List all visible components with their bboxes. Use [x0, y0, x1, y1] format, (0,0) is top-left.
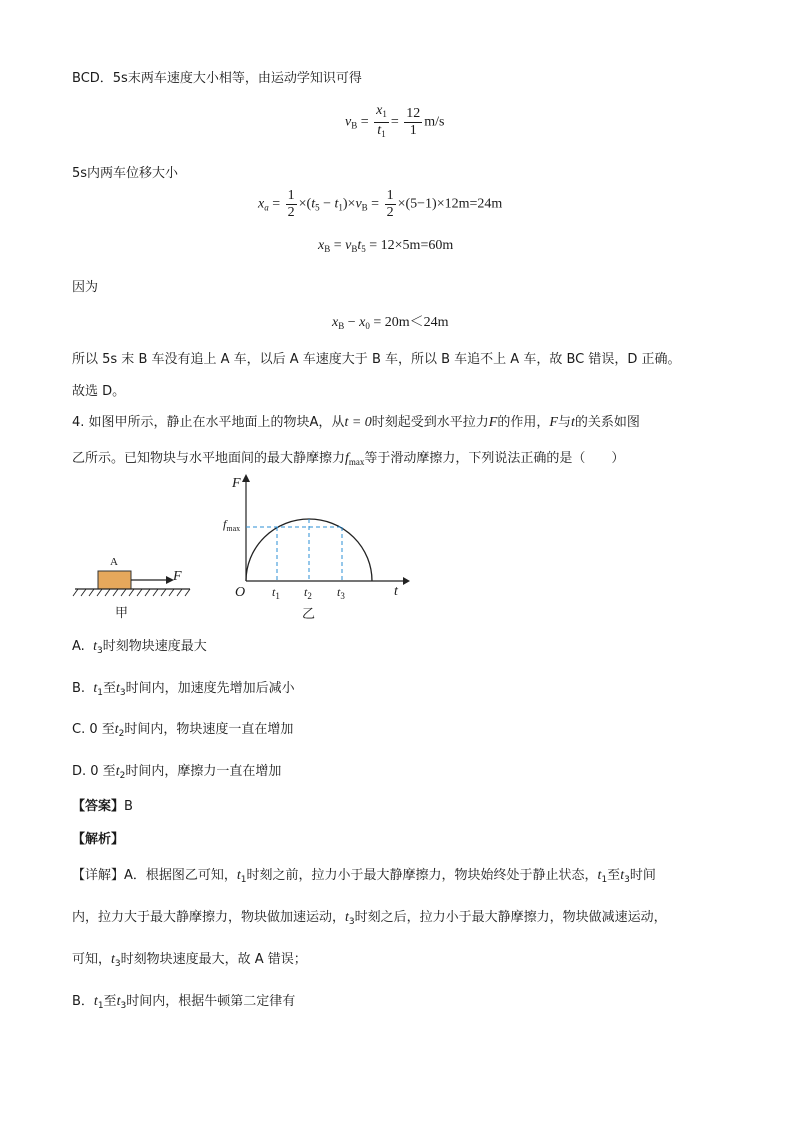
question-line-2: 乙所示。已知物块与水平地面间的最大静摩擦力$f_{max}$等于滑动摩擦力，下列说法正确的是（ ） — [72, 451, 625, 467]
tick-t2: $t_2$ — [304, 585, 312, 601]
block-a — [98, 571, 131, 589]
equation-xa: $x_a$ = $\frac{1}{2}$ $\times(t_5 - t_1)\times v_B$ = $\frac{1}{2}$ ×(5−1)×12m=24m — [258, 188, 503, 220]
equation-vb: $v_B$ = $\frac{x_1}{t_1}$ = $\frac{12}{1}$ m/s — [345, 103, 445, 142]
yi-caption: 乙 — [302, 607, 316, 622]
text-line-3: 因为 — [72, 280, 99, 295]
graph-x-label: t — [394, 584, 398, 599]
answer-line: 【答案】B — [72, 799, 133, 814]
analysis-label: 【解析】 — [72, 832, 125, 847]
block-label: A — [110, 556, 118, 568]
option-c[interactable]: C. 0 至$t_2$时间内，物块速度一直在增加 — [72, 722, 294, 739]
equation-xb: $x_B = v_Bt_5 = 12\times 5m=60m$ — [318, 238, 454, 254]
option-b[interactable]: B. $t_1$至$t_3$时间内，加速度先增加后减小 — [72, 681, 295, 698]
ground-hatch — [73, 589, 190, 596]
figure-yi-graph — [220, 470, 420, 605]
text-line-4: 所以 5s 末 B 车没有追上 A 车，以后 A 车速度大于 B 车，所以 B 车追不上 A 车，故 BC 错误，D 正确。 — [72, 352, 681, 367]
tick-t1: $t_1$ — [272, 585, 280, 601]
equation-compare: $x_B - x_0 = 20m<24m$ — [332, 315, 449, 331]
tick-t3: $t_3$ — [337, 585, 345, 601]
detail-line-4: B．$t_1$至$t_3$时间内，根据牛顿第二定律有 — [72, 994, 296, 1011]
jia-caption: 甲 — [115, 606, 129, 621]
option-d[interactable]: D. 0 至$t_2$时间内，摩擦力一直在增加 — [72, 764, 282, 781]
text-line-2: 5s内两车位移大小 — [72, 166, 179, 181]
detail-line-2: 内，拉力大于最大静摩擦力，物块做加速运动，$t_3$时刻之后，拉力小于最大静摩擦力，物块做减速运动， — [72, 910, 667, 927]
force-label: F — [173, 569, 182, 584]
graph-y-label: F — [232, 476, 241, 491]
graph-origin: O — [235, 585, 246, 600]
graph-fmax-label: $f_{max}$ — [223, 517, 241, 533]
text-line-5: 故选 D。 — [72, 384, 126, 399]
detail-line-1: 【详解】A．根据图乙可知，$t_1$时刻之前，拉力小于最大静摩擦力，物块始终处于静止状态，$t_1$至$t_3$时间 — [72, 868, 656, 885]
text-line-1: BCD．5s末两车速度大小相等，由运动学知识可得 — [72, 71, 362, 86]
detail-line-3: 可知，$t_3$时刻物块速度最大，故 A 错误； — [72, 952, 307, 969]
option-a[interactable]: A. $t_3$时刻物块速度最大 — [72, 639, 207, 656]
question-line-1: 4. 如图甲所示，静止在水平地面上的物块A，从t = 0时刻起受到水平拉力F的作用，F与t的关系如图 — [72, 415, 640, 430]
